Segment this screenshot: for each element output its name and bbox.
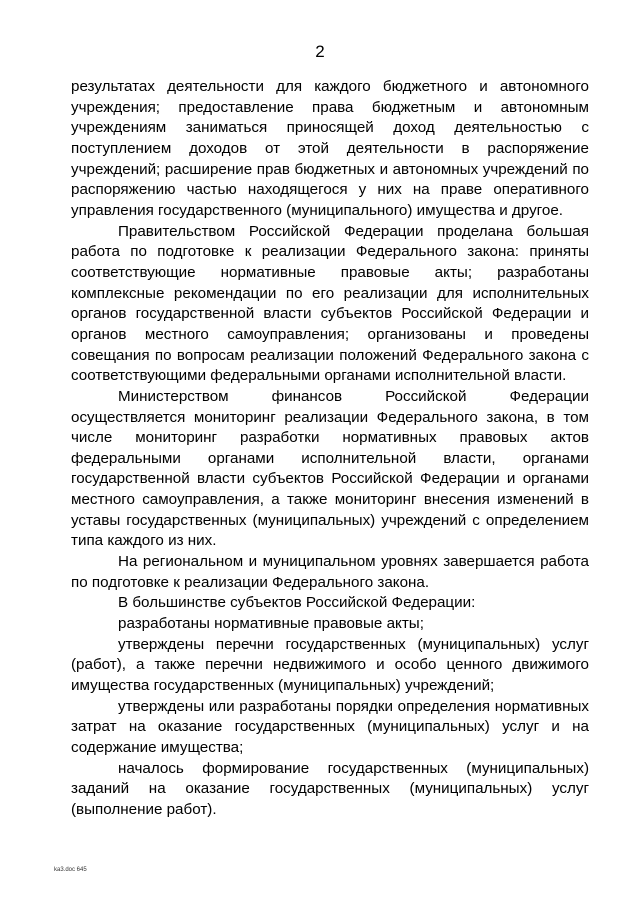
page-number: 2 (315, 42, 325, 61)
paragraph-regional-level: На региональном и муниципальном уровнях завершается работа по подготовке к реализации Федерального закона. (71, 553, 589, 591)
paragraph-results-continuation: результатах деятельности для каждого бюджетного и автономного учреждения; предоставление права бюджетным и автономным учреждениям заниматься приносящей доход деятельностью с поступлением доходов от этой деятельности в распоряжение учреждений; расширение прав бюджетных и автономных учреждений по распоряжению частью находящегося у них на праве оперативного управления государственного (муниципального) имущества и другое. (71, 78, 589, 219)
list-item-lists-approved: утверждены перечни государственных (муниципальных) услуг (работ), а также перечни недвижимого и особо ценного движимого имущества государственных (муниципальных) учреждений; (71, 635, 589, 695)
list-item-task-formation: началось формирование государственных (муниципальных) заданий на оказание государственных (муниципальных) услуг (выполнение работ). (71, 759, 589, 818)
file-footer-label: ka3.doc 645 (54, 867, 87, 873)
paragraph-government-work: Правительством Российской Федерации проделана большая работа по подготовке к реализации Федерального закона: приняты соответствующие нормативные правовые акты; разработаны комплексные рекомендации по его реализации для исполнительных органов государственной власти субъектов Российской Федерации и органов местного самоуправления; организованы и проведены совещания по вопросам реализации положений Федерального закона с соответствующими федеральными органами исполнительной власти. (71, 222, 589, 385)
list-item-cost-procedures: утверждены или разработаны порядки определения нормативных затрат на оказание государственных (муниципальных) услуг и на содержание имущества; (71, 697, 589, 756)
paragraph-majority-subjects: В большинстве субъектов Российской Федерации: (118, 594, 476, 612)
list-item-acts-developed: разработаны нормативные правовые акты; (118, 615, 424, 633)
paragraph-ministry-monitoring: Министерством финансов Российской Федерации осуществляется мониторинг реализации Федерального закона, в том числе мониторинг разработки нормативных правовых актов федеральными органами исполнительной власти, органами государственной власти субъектов Российской Федерации и органами местного самоуправления, а также мониторинг внесения изменений в уставы государственных (муниципальных) учреждений с определением типа каждого из них. (71, 387, 589, 550)
document-body (71, 77, 589, 821)
